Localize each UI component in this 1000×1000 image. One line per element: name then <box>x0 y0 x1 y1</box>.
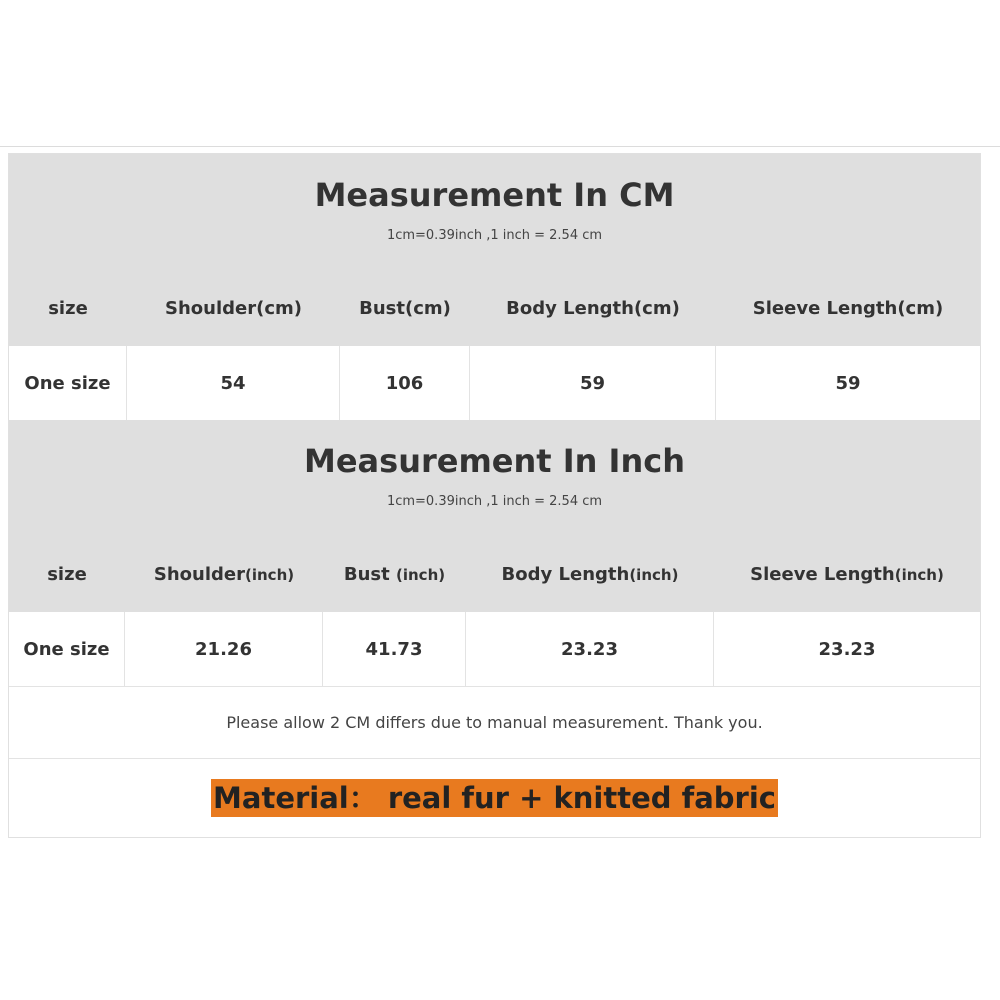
size-chart <box>8 153 981 838</box>
inch-conversion-note: 1cm=0.39inch ,1 inch = 2.54 cm <box>386 494 603 509</box>
inch-header-shoulder: Shoulder (inch) <box>153 564 295 585</box>
cm-data-row <box>9 346 980 420</box>
material-row <box>9 759 980 837</box>
cm-header-row <box>9 271 980 346</box>
inch-cell-shoulder: 21.26 <box>125 612 323 686</box>
inch-header-size: size <box>47 564 87 585</box>
inch-cell-size: One size <box>9 612 125 686</box>
cm-cell-body-length: 59 <box>470 346 716 420</box>
cm-header-shoulder: Shoulder(cm) <box>165 298 302 319</box>
cm-header-body-length: Body Length(cm) <box>506 298 680 319</box>
cm-title: Measurement In CM <box>314 176 675 214</box>
material-label: Material： real fur + knitted fabric <box>213 781 776 815</box>
inch-data-row <box>9 612 980 687</box>
inch-cell-sleeve-length: 23.23 <box>818 638 876 660</box>
cm-title-block <box>9 154 980 271</box>
top-divider <box>0 146 1000 147</box>
cm-header-size: size <box>48 298 88 319</box>
inch-title-block <box>9 420 980 537</box>
inch-cell-bust: 41.73 <box>323 612 466 686</box>
allowance-note-row <box>9 687 980 759</box>
inch-title: Measurement In Inch <box>304 442 685 480</box>
inch-cell-body-length: 23.23 <box>466 612 714 686</box>
cm-header-sleeve-length: Sleeve Length(cm) <box>752 298 944 319</box>
cm-cell-shoulder: 54 <box>127 346 340 420</box>
inch-header-sleeve-length: Sleeve Length (inch) <box>750 564 944 585</box>
cm-header-bust: Bust(cm) <box>359 298 451 319</box>
inch-header-row <box>9 537 980 612</box>
allowance-note: Please allow 2 CM differs due to manual measurement. Thank you. <box>226 713 763 732</box>
cm-cell-sleeve-length: 59 <box>835 372 861 394</box>
inch-header-bust: Bust (inch) <box>343 564 446 585</box>
cm-conversion-note: 1cm=0.39inch ,1 inch = 2.54 cm <box>386 228 603 243</box>
cm-cell-size: One size <box>9 346 127 420</box>
cm-cell-bust: 106 <box>340 346 470 420</box>
inch-header-body-length: Body Length (inch) <box>501 564 679 585</box>
